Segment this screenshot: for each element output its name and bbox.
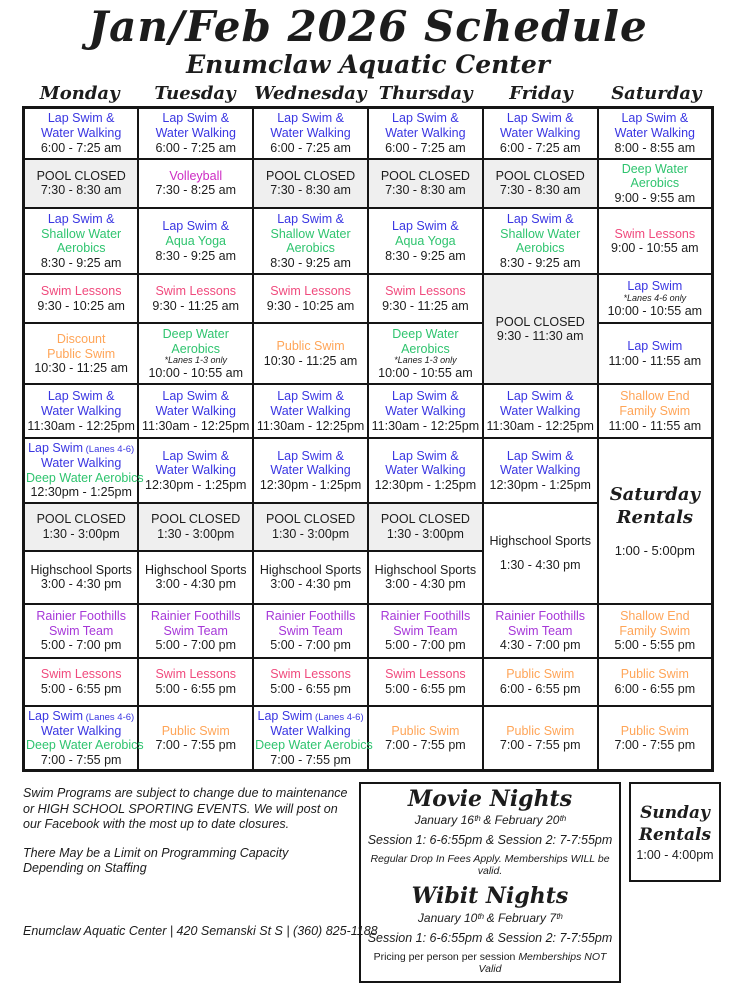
activity-label: Lap Swim & (506, 212, 574, 227)
schedule-cell (24, 604, 139, 658)
time-label: 3:00 - 4:30 pm (385, 577, 466, 592)
time-label: 9:30 - 10:25 am (266, 298, 355, 313)
schedule-cell (598, 323, 713, 384)
activity-label: Lap Swim & (392, 111, 459, 126)
activity-label: Swim Team (393, 623, 458, 638)
time-label: 12:30pm - 1:25pm (145, 477, 247, 492)
schedule-cell (598, 604, 713, 658)
activity-label: Deep Water Aerobics (255, 738, 373, 753)
time-label: 3:00 - 4:30 pm (155, 577, 237, 592)
activity-label: Family Swim (619, 404, 691, 419)
time-label: 11:30am - 12:25pm (371, 418, 480, 433)
activity-label: Lap Swim & (621, 111, 689, 126)
time-label: 12:30pm - 1:25pm (30, 485, 132, 500)
activity-label: Lap Swim & (277, 111, 344, 126)
activity-label: Public Swim (506, 723, 575, 738)
activity-label: Swim Team (48, 623, 114, 638)
time-label: 8:30 - 9:25 am (270, 256, 351, 270)
page-header (0, 2, 736, 79)
sunday-title-line2: Rentals (638, 825, 712, 846)
activity-label: Public Swim (620, 667, 689, 682)
day-headers (22, 83, 714, 104)
activity-label: Shallow End (620, 389, 690, 404)
schedule-cell (598, 159, 713, 209)
activity-label: Aerobics (401, 341, 450, 356)
schedule-cell (483, 503, 598, 604)
schedule-cell (483, 706, 598, 771)
activity-label: Deep Water Aerobics (26, 470, 144, 485)
time-label: 6:00 - 7:25 am (385, 140, 466, 155)
activity-label: Water Walking (500, 404, 581, 419)
capacity-note: There May be a Limit on Programming Capacity Depending on Staffing (23, 846, 289, 876)
schedule-cell (138, 604, 253, 658)
activity-label: POOL CLOSED (36, 168, 126, 183)
time-label: 5:00 - 6:55 pm (385, 681, 466, 696)
activity-label: Water Walking (155, 404, 236, 419)
schedule-cell (253, 604, 368, 658)
time-label: 8:30 - 9:25 am (499, 256, 581, 270)
activity-label: Water Walking (500, 125, 581, 140)
activity-label: Lap Swim & (392, 448, 459, 463)
activity-label: Lap Swim & (162, 448, 230, 463)
activity-label: POOL CLOSED (151, 512, 241, 527)
activity-label: Lap Swim (627, 279, 683, 294)
activity-label: Lap Swim & (506, 389, 574, 404)
activity-label: Rainier Foothills (265, 608, 356, 623)
time-label: 11:30am - 12:25pm (486, 418, 594, 433)
time-label: 1:30 - 3:00pm (272, 526, 350, 541)
activity-label: Rentals (616, 506, 694, 528)
schedule-cell (368, 551, 483, 604)
schedule-cell (138, 208, 253, 274)
time-label: 7:00 - 7:55 pm (385, 738, 466, 753)
schedule-cell (483, 159, 598, 209)
lanes-label: (Lanes 4-6) (82, 711, 135, 723)
schedule-cell (253, 208, 368, 274)
lanes-label: (Lanes 4-6) (82, 444, 135, 456)
schedule-row (24, 384, 713, 438)
activity-label: Water Walking (385, 404, 466, 419)
schedule-cell (598, 384, 713, 438)
schedule-cell (138, 438, 253, 503)
schedule-row (24, 159, 713, 209)
schedule-body (24, 108, 713, 771)
day-header: Friday (509, 83, 573, 104)
activity-label: Water Walking (385, 125, 466, 140)
activity-label: Lap Swim & (277, 212, 344, 227)
activity-label: Public Swim (161, 723, 230, 738)
time-label: 10:00 - 10:55 am (378, 366, 473, 381)
time-label: 9:00 - 9:55 am (614, 190, 696, 205)
time-label: 7:30 - 8:25 am (155, 183, 237, 198)
activity-label: Saturday (609, 484, 700, 506)
activity-label: Swim Team (508, 623, 573, 638)
schedule-cell (483, 384, 598, 438)
activity-label: POOL CLOSED (380, 512, 470, 527)
time-label: 12:30pm - 1:25pm (489, 477, 591, 492)
schedule-cell (253, 706, 373, 771)
activity-label: Lap Swim & (47, 111, 115, 126)
lanes-note: *Lanes 1-3 only (164, 355, 228, 366)
schedule-cell (138, 706, 253, 771)
activity-label: Aerobics (515, 241, 565, 256)
time-label: 10:00 - 10:55 am (148, 366, 243, 381)
schedule-cell (598, 438, 713, 604)
schedule-cell (24, 274, 139, 323)
activity-label: Rainier Foothills (36, 608, 126, 623)
activity-label: Lap Swim & (162, 389, 230, 404)
time-label: 10:30 - 11:25 am (263, 353, 358, 368)
schedule-cell (24, 108, 139, 159)
day-header: Tuesday (154, 83, 236, 104)
wibit-nights-note (365, 951, 615, 975)
activity-label: Swim Lessons (40, 284, 122, 299)
special-events-box (359, 782, 621, 982)
time-label: 9:30 - 11:25 am (152, 298, 240, 313)
day-header: Wednesday (254, 83, 367, 104)
activity-label: POOL CLOSED (495, 314, 585, 329)
schedule-cell (138, 658, 253, 706)
time-label: 5:00 - 7:00 pm (385, 638, 466, 653)
schedule-cell (253, 108, 368, 159)
schedule-cell (138, 323, 253, 384)
time-label: 10:00 - 10:55 am (607, 303, 703, 318)
schedule-row (24, 658, 713, 706)
schedule-cell (368, 384, 483, 438)
wibit-note-italic: Memberships NOT Valid (478, 950, 607, 975)
time-label: 7:30 - 8:30 am (40, 183, 122, 198)
activity-label: Aerobics (56, 241, 106, 256)
time-label: 1:30 - 3:00pm (157, 526, 235, 541)
activity-label: Deep Water (621, 161, 688, 176)
activity-label: Aerobics (171, 341, 221, 356)
schedule-cell (368, 706, 483, 771)
activity-label: Aerobics (630, 176, 680, 191)
schedule-cell (483, 274, 598, 384)
movie-nights-sessions: Session 1: 6-6:55pm & Session 2: 7-7:55pm (367, 833, 613, 848)
time-label: 8:30 - 9:25 am (385, 248, 466, 263)
activity-label: Swim Team (163, 623, 228, 638)
schedule-cell (138, 159, 253, 209)
time-label: 7:30 - 8:30 am (499, 183, 581, 198)
time-label: 4:30 - 7:00 pm (499, 638, 581, 653)
activity-label: Lap Swim & (162, 111, 230, 126)
time-label: 6:00 - 7:25 am (40, 140, 122, 155)
activity-label: Swim Lessons (385, 284, 466, 299)
time-label: 1:30 - 3:00pm (42, 526, 120, 541)
activity-label: Lap Swim (Lanes 4-6) (28, 441, 135, 456)
time-label: 8:00 - 8:55 am (614, 140, 696, 155)
schedule-cell (483, 108, 598, 159)
bottom-section (15, 782, 721, 982)
time-label: 5:00 - 6:55 pm (40, 681, 122, 696)
schedule-cell (24, 551, 139, 604)
time-label: 6:00 - 6:55 pm (614, 681, 696, 696)
schedule-cell (24, 438, 144, 503)
activity-label: Highschool Sports (30, 562, 132, 577)
schedule-cell (368, 323, 483, 384)
movie-nights-note: Regular Drop In Fees Apply. Memberships WILL be valid. (370, 853, 610, 878)
activity-label: POOL CLOSED (495, 168, 585, 183)
activity-label: Shallow Water (500, 226, 581, 241)
schedule-cell (138, 274, 253, 323)
activity-label: Volleyball (169, 168, 223, 183)
schedule-cell (253, 274, 368, 323)
schedule-cell (368, 438, 483, 503)
schedule-row (24, 323, 713, 384)
activity-label: Deep Water (392, 326, 459, 341)
activity-label: POOL CLOSED (36, 512, 126, 527)
activity-label: Public Swim (47, 346, 116, 361)
wibit-nights-title: Wibit Nights (411, 883, 569, 910)
activity-label: Public Swim (506, 667, 575, 682)
schedule-cell (368, 658, 483, 706)
sunday-rentals-time: 1:00 - 4:00pm (636, 848, 714, 863)
activity-label: Water Walking (270, 723, 351, 738)
time-label: 5:00 - 7:00 pm (270, 638, 351, 653)
schedule-row (24, 706, 713, 771)
activity-label: Swim Lessons (270, 667, 351, 682)
activity-label: Lap Swim & (47, 389, 115, 404)
time-label: 8:30 - 9:25 am (155, 248, 237, 263)
time-label: 1:30 - 4:30 pm (499, 558, 581, 573)
sunday-rentals-box (629, 782, 721, 882)
schedule-cell (253, 384, 368, 438)
schedule-row (24, 208, 713, 274)
activity-label: Swim Team (278, 623, 343, 638)
schedule-cell (253, 159, 368, 209)
schedule-cell (483, 658, 598, 706)
schedule-cell (253, 503, 368, 551)
activity-label: Public Swim (391, 723, 460, 738)
time-label: 10:30 - 11:25 am (34, 361, 128, 376)
time-label: 6:00 - 7:25 am (155, 140, 237, 155)
schedule-cell (368, 108, 483, 159)
time-label: 7:00 - 7:55 pm (40, 752, 122, 767)
time-label: 12:30pm - 1:25pm (374, 477, 477, 492)
schedule-cell (138, 503, 253, 551)
wibit-nights-sessions: Session 1: 6-6:55pm & Session 2: 7-7:55pm (367, 930, 613, 945)
schedule-cell (368, 604, 483, 658)
time-label: 6:00 - 7:25 am (270, 140, 351, 155)
movie-nights-title: Movie Nights (407, 786, 573, 813)
schedule-cell (24, 503, 139, 551)
activity-label: Public Swim (276, 339, 345, 354)
activity-label: Water Walking (40, 723, 122, 738)
activity-label: Deep Water (162, 326, 229, 341)
activity-label: Rainier Foothills (380, 608, 471, 623)
schedule-cell (598, 208, 713, 274)
schedule-cell (368, 274, 483, 323)
time-label: 11:00 - 11:55 am (608, 353, 702, 368)
schedule-cell (253, 658, 368, 706)
activity-label: POOL CLOSED (265, 512, 356, 527)
activity-label: Water Walking (40, 404, 122, 419)
activity-label: Shallow End (620, 608, 690, 623)
activity-label: Swim Lessons (155, 284, 237, 299)
activity-label: Swim Lessons (614, 226, 696, 241)
activity-label: Water Walking (270, 125, 351, 140)
time-label: 11:30am - 12:25pm (142, 418, 250, 433)
day-header: Monday (39, 83, 120, 104)
activity-label: Lap Swim & (506, 448, 574, 463)
schedule-row (24, 274, 713, 323)
schedule-cell (483, 208, 598, 274)
schedule-table (22, 106, 714, 772)
schedule-cell (24, 159, 139, 209)
time-label: 7:00 - 7:55 pm (499, 738, 581, 753)
activity-label: Highschool Sports (374, 562, 477, 577)
schedule-cell (24, 208, 139, 274)
activity-label: Lap Swim & (162, 219, 230, 234)
schedule-cell (598, 706, 713, 771)
lanes-note: *Lanes 1-3 only (394, 355, 457, 366)
time-label: 11:30am - 12:25pm (256, 418, 365, 433)
movie-nights-dates: January 16ᵗʰ & February 20ᵗʰ (414, 813, 566, 828)
schedule-cell (24, 384, 139, 438)
sunday-title-line1: Sunday (640, 803, 710, 824)
activity-label: Family Swim (619, 623, 691, 638)
activity-label: Swim Lessons (385, 667, 466, 682)
schedule-cell (138, 384, 253, 438)
time-label: 7:00 - 7:55 pm (270, 752, 351, 767)
time-label: 5:00 - 7:00 pm (155, 638, 237, 653)
activity-label: Water Walking (500, 463, 581, 478)
schedule-cell (138, 551, 253, 604)
activity-label: Lap Swim (Lanes 4-6) (28, 708, 135, 723)
lanes-note: *Lanes 4-6 only (623, 292, 687, 303)
day-header: Thursday (378, 83, 473, 104)
address-line: Enumclaw Aquatic Center | 420 Semanski St S | (360) 825-1188 (23, 924, 378, 939)
page-title: Jan/Feb 2026 Schedule (88, 2, 648, 51)
schedule-cell (598, 108, 713, 159)
activity-label: Discount (56, 331, 106, 346)
activity-label: Water Walking (155, 463, 236, 478)
activity-label: Water Walking (40, 125, 122, 140)
schedule-cell (483, 604, 598, 658)
activity-label: Deep Water Aerobics (26, 738, 144, 753)
lanes-label: (Lanes 4-6) (312, 711, 364, 723)
time-label: 5:00 - 5:55 pm (614, 638, 696, 653)
movie-nights-section (365, 788, 615, 877)
time-label: 7:00 - 7:55 pm (614, 738, 696, 753)
activity-label: Aqua Yoga (165, 234, 226, 249)
activity-label: Lap Swim & (277, 448, 344, 463)
time-label: 7:30 - 8:30 am (385, 183, 466, 198)
activity-label: Water Walking (40, 456, 122, 470)
activity-label: Lap Swim & (392, 389, 459, 404)
wibit-nights-section (365, 885, 615, 974)
time-label: 7:00 - 7:55 pm (155, 738, 237, 753)
schedule-row (24, 604, 713, 658)
time-label: 9:30 - 11:30 am (496, 329, 584, 344)
time-label: 5:00 - 6:55 pm (270, 681, 351, 696)
activity-label: Water Walking (270, 463, 351, 478)
schedule-cell (24, 658, 139, 706)
schedule-cell (598, 658, 713, 706)
schedule-cell (368, 208, 483, 274)
time-label: 8:30 - 9:25 am (40, 256, 122, 270)
schedule-row (24, 108, 713, 159)
time-label: 1:30 - 3:00pm (386, 526, 464, 541)
activity-label: Lap Swim & (277, 389, 344, 404)
schedule-cell (138, 108, 253, 159)
sunday-rentals-title (639, 802, 711, 846)
activity-label: Public Swim (620, 723, 689, 738)
activity-label: Highschool Sports (259, 562, 362, 577)
maintenance-note: Swim Programs are subject to change due to maintenance or HIGH SCHOOL SPORTING EVENTS. We will post on our Facebook with the most up to date closures. (23, 786, 348, 831)
activity-label: Aqua Yoga (395, 234, 456, 249)
notes-column (15, 782, 378, 944)
time-label: 9:30 - 11:25 am (382, 298, 469, 313)
schedule-cell (24, 706, 144, 771)
time-label: 12:30pm - 1:25pm (259, 477, 362, 492)
activity-label: Lap Swim & (506, 111, 574, 126)
activity-label: Lap Swim & (392, 219, 459, 234)
page-subtitle: Enumclaw Aquatic Center (186, 50, 550, 79)
activity-label: Water Walking (155, 125, 236, 140)
time-label: 9:30 - 10:25 am (37, 298, 125, 313)
time-label: 11:00 - 11:55 am (608, 418, 702, 433)
wibit-nights-dates: January 10ᵗʰ & February 7ᵗʰ (417, 910, 563, 925)
activity-label: Swim Lessons (155, 667, 237, 682)
time-label: 5:00 - 6:55 pm (155, 681, 237, 696)
activity-label: POOL CLOSED (265, 168, 356, 183)
time-label: 9:00 - 10:55 am (611, 241, 699, 256)
schedule-cell (368, 503, 483, 551)
activity-label: Water Walking (614, 125, 695, 140)
schedule-cell (253, 438, 368, 503)
schedule-cell (483, 438, 598, 503)
time-label: 5:00 - 7:00 pm (40, 638, 122, 653)
activity-label: Lap Swim (627, 339, 683, 354)
activity-label: POOL CLOSED (380, 168, 470, 183)
schedule-cell (253, 551, 368, 604)
schedule-cell (368, 159, 483, 209)
schedule-cell (253, 323, 368, 384)
time-label: 1:00 - 5:00pm (614, 543, 695, 559)
day-header: Saturday (611, 83, 702, 104)
activity-label: Lap Swim & (47, 212, 115, 227)
wibit-note-plain: Pricing per person per session (373, 950, 519, 963)
schedule-cell (598, 274, 713, 323)
activity-label: Swim Lessons (40, 667, 122, 682)
activity-label: Shallow Water (41, 226, 122, 241)
time-label: 3:00 - 4:30 pm (270, 577, 351, 592)
activity-label: Highschool Sports (145, 562, 247, 577)
activity-label: Rainier Foothills (495, 608, 586, 623)
schedule-cell (24, 323, 139, 384)
activity-label: Water Walking (270, 404, 351, 419)
time-label: 7:30 - 8:30 am (270, 183, 351, 198)
activity-label: Swim Lessons (270, 284, 351, 299)
time-label: 3:00 - 4:30 pm (40, 577, 122, 592)
time-label: 11:30am - 12:25pm (27, 418, 135, 433)
activity-label: Highschool Sports (489, 533, 591, 548)
time-label: 6:00 - 7:25 am (499, 140, 581, 155)
time-label: 6:00 - 6:55 pm (499, 681, 581, 696)
activity-label: Water Walking (385, 463, 466, 478)
activity-label: Rainier Foothills (150, 608, 241, 623)
activity-label: Aerobics (286, 241, 335, 256)
activity-label: Shallow Water (270, 226, 351, 241)
schedule-row (24, 438, 713, 503)
activity-label: Lap Swim (Lanes 4-6) (257, 708, 364, 723)
